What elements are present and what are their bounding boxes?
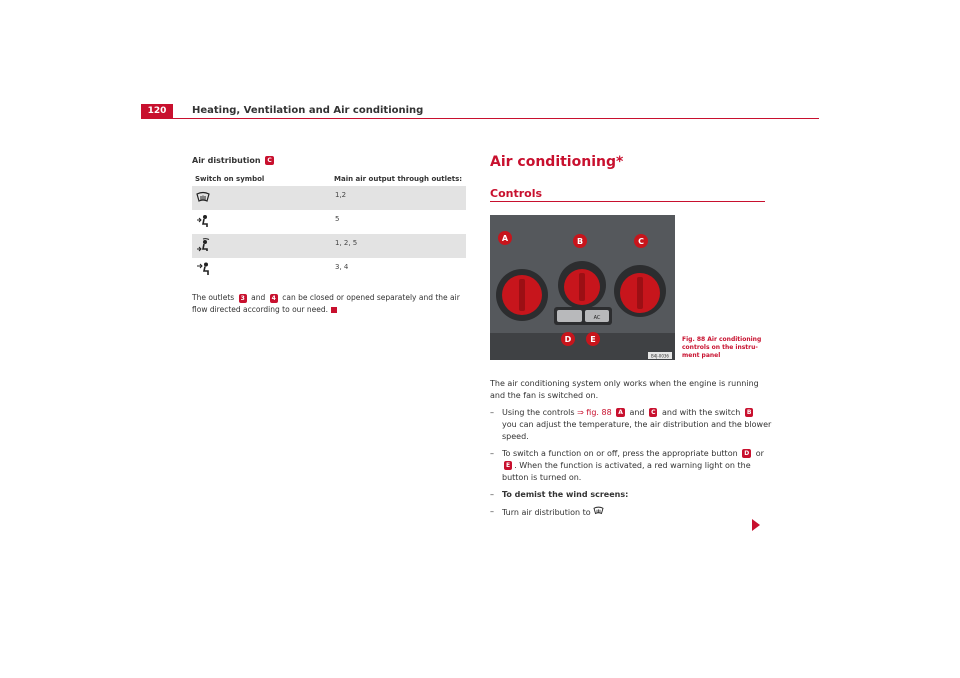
- table-row: [192, 210, 466, 234]
- table-row: [192, 258, 466, 282]
- list-item: – To switch a function on or off, press the appropriate button D or E . When the function is activated, a red warning light on the button is turned on.: [490, 449, 764, 482]
- body-text: [490, 378, 772, 524]
- header-divider: [141, 118, 819, 119]
- outlets-value: 3, 4: [335, 263, 349, 271]
- callout-b: [573, 234, 587, 248]
- air-distribution-table: [192, 172, 466, 282]
- table-row: [192, 186, 466, 210]
- header-switch-symbol: Switch on symbol: [195, 175, 265, 183]
- outlets-value: 1,2: [335, 191, 347, 199]
- section-title: Air conditioning*: [490, 154, 624, 170]
- figure-caption: Fig. 88 Air conditioning controls on the instru-ment panel: [682, 336, 762, 359]
- intro-paragraph: The air conditioning system only works when the engine is running and the fan is switched on.: [490, 379, 759, 400]
- svg-text:A: A: [501, 234, 509, 243]
- airflow-feet-icon: [196, 262, 210, 278]
- ref-badge-e: E: [506, 462, 511, 469]
- ref-badge-a3: 3: [240, 294, 245, 302]
- list-item: – Using the controls ⇒ fig. 88 A and C and with the switch B you can adjust the temperature, the air distribution and the blower speed.: [490, 408, 772, 441]
- ref-badge-b: B: [746, 409, 752, 416]
- windscreen-defrost-icon: [196, 191, 210, 205]
- callout-a: [498, 231, 512, 245]
- ref-badge-c: C: [267, 157, 272, 164]
- page-title: Heating, Ventilation and Air conditioning: [192, 105, 424, 116]
- svg-text:E: E: [590, 335, 596, 344]
- page-number: 120: [141, 104, 173, 118]
- airflow-defrost-feet-icon: [196, 238, 210, 254]
- callout-d: [561, 332, 575, 346]
- svg-text:D: D: [564, 335, 572, 344]
- ref-badge-a: A: [618, 409, 623, 416]
- figure-code: B4J-0036: [651, 353, 669, 359]
- figure-link[interactable]: ⇒ fig. 88: [577, 408, 612, 417]
- subsection-title: Controls: [490, 187, 543, 200]
- outlets-note: The outlets 3 and 4 can be closed or opened separately and the air flow directed according to our need.: [192, 293, 460, 314]
- ref-badge-a4: 4: [271, 294, 276, 302]
- air-distribution-label: Air distribution C: [192, 156, 272, 165]
- svg-text:C: C: [638, 237, 644, 246]
- outlets-value: 5: [335, 215, 340, 223]
- windscreen-defrost-icon: [593, 508, 604, 517]
- callout-e: [586, 332, 600, 346]
- table-row: [192, 234, 466, 258]
- subsection-divider: [490, 201, 765, 202]
- ref-badge-d: D: [744, 450, 750, 457]
- airflow-face-icon: [196, 214, 210, 230]
- next-page-arrow-icon[interactable]: [752, 519, 760, 531]
- table-header: [192, 172, 466, 186]
- section-end-marker: [331, 307, 337, 313]
- list-item: – Turn air distribution to: [490, 506, 772, 519]
- list-item: – To demist the wind screens:: [490, 490, 629, 499]
- svg-text:B: B: [576, 237, 584, 246]
- ac-button-label: AC: [593, 315, 601, 321]
- callout-c: [634, 234, 648, 248]
- header-main-output: Main air output through outlets:: [334, 175, 463, 183]
- outlets-value: 1, 2, 5: [335, 239, 358, 247]
- ref-badge-c: C: [651, 409, 656, 416]
- controls-photo: [490, 215, 675, 360]
